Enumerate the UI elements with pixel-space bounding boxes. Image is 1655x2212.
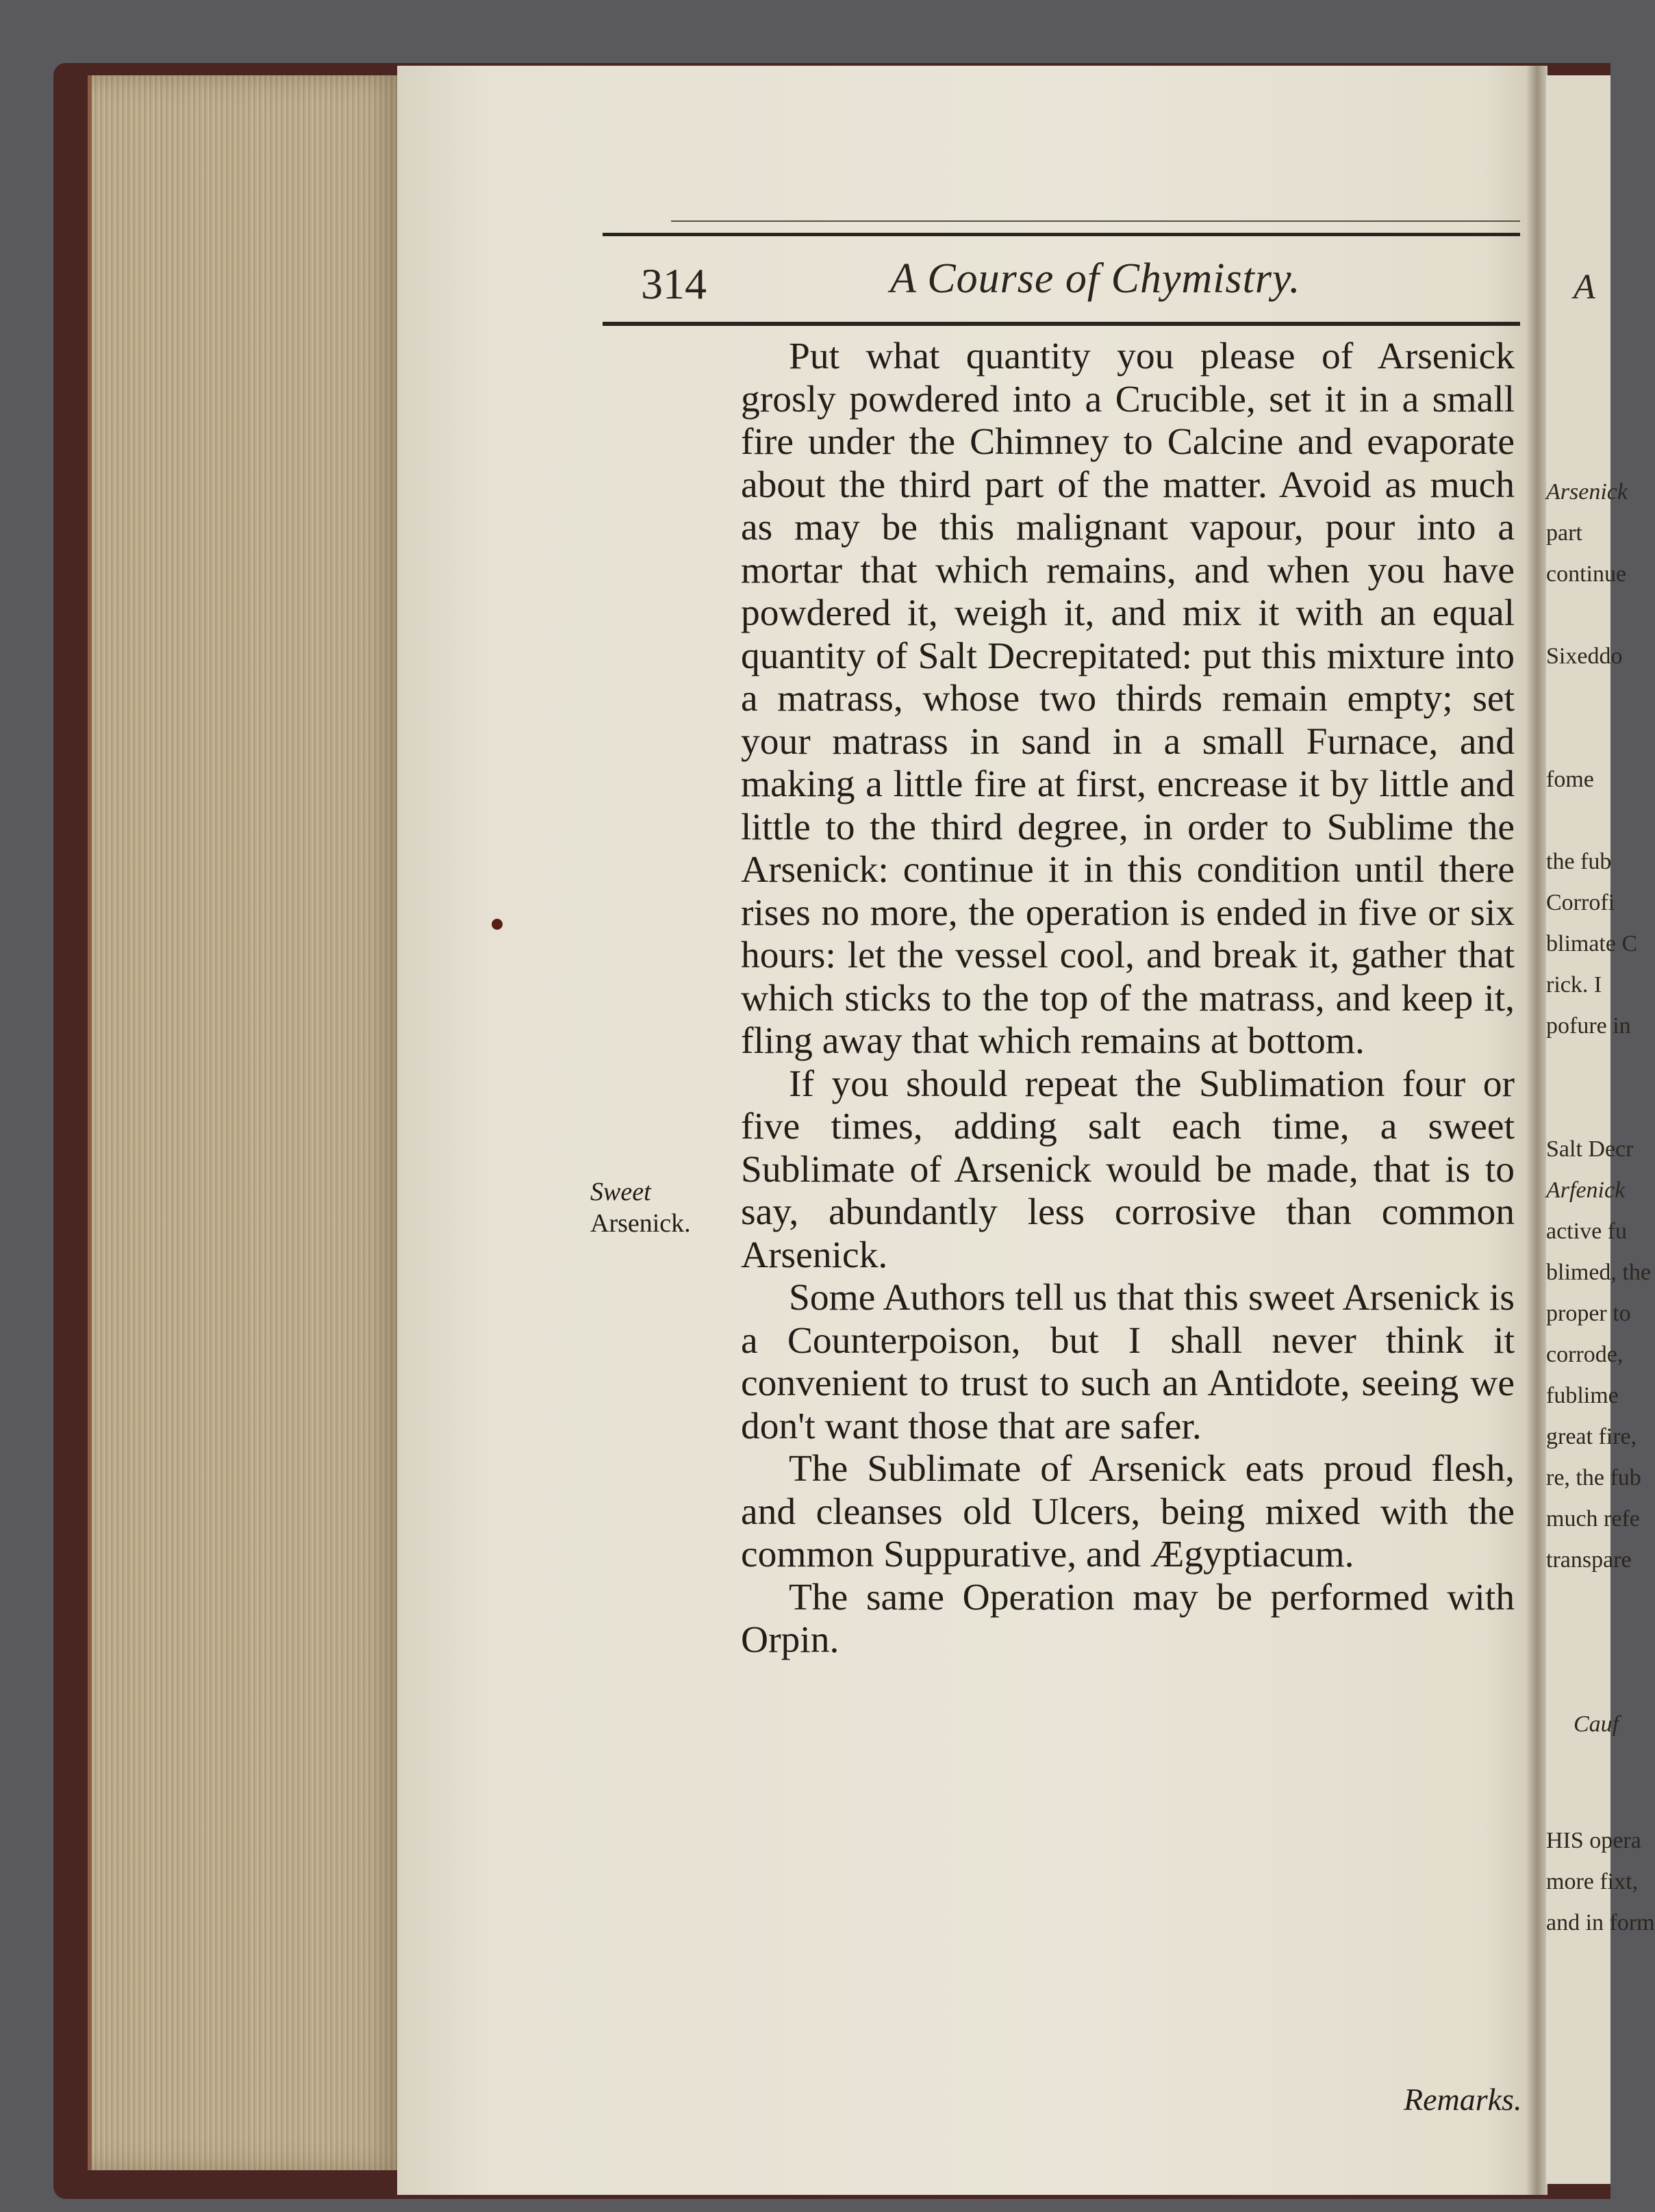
body-text bbox=[741, 335, 1515, 1662]
facing-page-fragment: Arsenick bbox=[1546, 479, 1628, 505]
margin-note bbox=[590, 1176, 691, 1239]
header-rule-thin bbox=[671, 220, 1520, 222]
catchword: Remarks. bbox=[1404, 2082, 1522, 2117]
paragraph-4: The Sublimate of Arsenick eats proud flesh, and cleanses old Ulcers, being mixed with the common Suppurative, and Ægyptiacum. bbox=[741, 1448, 1515, 1575]
facing-page-fragment: re, the fub bbox=[1546, 1465, 1641, 1490]
facing-page-fragment: pofure in bbox=[1546, 1013, 1631, 1039]
page-number: 314 bbox=[641, 259, 707, 308]
facing-page-fragment: corrode, bbox=[1546, 1342, 1624, 1367]
ink-spot bbox=[492, 919, 503, 930]
facing-page-fragment: rick. I bbox=[1546, 972, 1602, 997]
margin-note-line: Arsenick. bbox=[590, 1209, 691, 1238]
facing-page-fragment: transpare bbox=[1546, 1547, 1632, 1573]
header-underline bbox=[603, 322, 1520, 326]
facing-page-fragment: part bbox=[1546, 520, 1582, 546]
paragraph-3: Some Authors tell us that this sweet Arsenick is a Counterpoison, but I shall never think it convenient to trust to such an Antidote, seeing we don't want those that are safer. bbox=[741, 1277, 1515, 1447]
paragraph-1: Put what quantity you please of Arsenick grosly powdered into a Crucible, set it in a small fire under the Chimney to Calcine and evaporate about the third part of the matter. Avoid as much as may be this malignant vapour, pour into a mortar that which remains, and when you have powdered it, weigh it, and mix it with an equal quantity of Salt Decrepitated: put this mixture into a matrass, whose two thirds remain empty; set your matrass in sand in a small Furnace, and making a little fire at first, encrease it by little and little to the third degree, in order to Sublime the Arsenick: continue it in this condition until there rises no more, the operation is ended in five or six hours: let the vessel cool, and break it, gather that which sticks to the top of the matrass, and keep it, fling away that which remains at bottom. bbox=[741, 335, 1515, 1062]
facing-page-fragment: proper to bbox=[1546, 1301, 1631, 1326]
facing-page-fragment: A bbox=[1574, 268, 1595, 307]
facing-page-fragment: HIS opera bbox=[1546, 1828, 1641, 1853]
facing-page-fragment: Sixeddo bbox=[1546, 644, 1623, 669]
facing-page-fragment: Corrofi bbox=[1546, 890, 1615, 915]
facing-page-fragment: and in form bbox=[1546, 1910, 1655, 1935]
facing-page-fragment: great fire, bbox=[1546, 1424, 1637, 1449]
facing-page-fragment: Salt Decr bbox=[1546, 1136, 1634, 1162]
facing-page-fragment: continue bbox=[1546, 561, 1627, 587]
facing-page-fragment: more fixt, bbox=[1546, 1869, 1639, 1894]
facing-page-fragment: active fu bbox=[1546, 1219, 1627, 1244]
paragraph-5: The same Operation may be performed with Orpin. bbox=[741, 1576, 1515, 1661]
paragraph-2: If you should repeat the Sublimation four or five times, adding salt each time, a sweet Sublimate of Arsenick would be made, that is to say, abundantly less corrosive than common Arsenick. bbox=[741, 1063, 1515, 1276]
facing-page-fragment: Arfenick bbox=[1546, 1178, 1626, 1203]
facing-page bbox=[1546, 75, 1655, 2184]
facing-page-fragment: the fub bbox=[1546, 849, 1612, 874]
facing-page-fragment: fublime bbox=[1546, 1383, 1619, 1408]
facing-page-fragment: fome bbox=[1546, 767, 1594, 792]
margin-note-line: Sweet bbox=[590, 1178, 651, 1206]
book-gutter bbox=[1527, 66, 1547, 2195]
facing-page-fragment: blimate C bbox=[1546, 931, 1638, 956]
header-rule bbox=[603, 233, 1520, 236]
page-edges bbox=[88, 75, 407, 2170]
facing-page-fragment: blimed, the bbox=[1546, 1260, 1651, 1285]
facing-page-fragment: much refe bbox=[1546, 1506, 1640, 1531]
running-title: A Course of Chymistry. bbox=[890, 255, 1301, 302]
facing-page-fragment: Cauf bbox=[1574, 1712, 1619, 1737]
